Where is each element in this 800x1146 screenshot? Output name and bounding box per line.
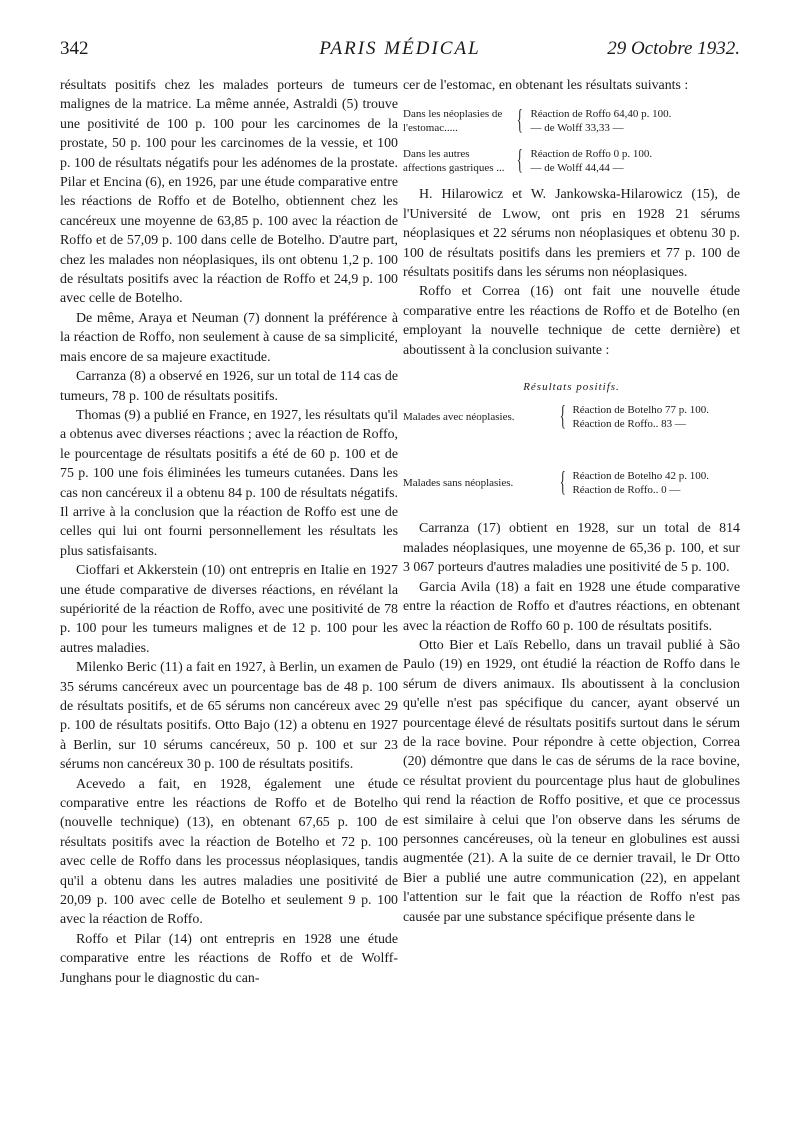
brace-glyph: { [516, 145, 523, 177]
paragraph: Carranza (8) a observé en 1926, sur un total de 114 cas de tumeurs, 78 p. 100 de résultats positifs. [60, 369, 398, 404]
table-value: — de Wolff 33,33 — [530, 122, 624, 135]
left-column [60, 76, 398, 988]
paragraph: Roffo et Correa (16) ont fait une nouvelle étude comparative entre les réactions de Roffo et de Botelho (en employant la nouvelle technique de cette dernière) et aboutissent à la conclusion suivante : [403, 284, 740, 358]
table-value: Réaction de Roffo.. 0 — [572, 484, 681, 497]
page-header [60, 38, 740, 68]
table-title: Résultats positifs. [523, 381, 620, 394]
table-row-label: Dans les néoplasies de l'estomac..... [403, 108, 503, 135]
paragraph: Cioffari et Akkerstein (10) ont entrepris en Italie en 1927 une étude comparative de diverses réactions, en révélant la supériorité de la réaction de Roffo, avec une positivité de 78 p. 100 pour les tumeurs malignes et de 12 p. 100 pour les autres maladies. [60, 563, 398, 656]
paragraph: Otto Bier et Laïs Rebello, dans un travail publié à São Paulo (19) en 1929, ont étudié la réaction de Roffo dans le sérum de divers animaux. Ils aboutissent à la conclusion qu'elle n'est pas spécifique du cancer, ayant observé un pourcentage élevé de résultats positifs surtout dans le sérum de la race bovine. Pour répondre à cette objection, Correa (20) démontre que dans le cas de sérums de la race bovine, ce résultat provient du pourcentage plus haut de globulines qui rend la réaction de Roffo positive, et que ce processus est similaire à celui que l'on observe dans les sérums de personnes cancéreuses, où la teneur en globulines est aussi augmentée (21). A la suite de ce dernier travail, le Dr Otto Bier a publié une autre communication (22), en appelant l'attention sur le fait que la réaction de Roffo n'est pas causée par une substance spécifique présente dans le [403, 637, 740, 925]
paragraph: Carranza (17) obtient en 1928, sur un total de 814 malades néoplasiques, une moyenne de 65,36 p. 100, et sur 3 067 porteurs d'autres maladies une positivité de 5 p. 100. [403, 521, 740, 576]
table-row [403, 403, 740, 431]
paragraph: Milenko Beric (11) a fait en 1927, à Berlin, un examen de 35 sérums cancéreux avec un pourcentage bas de 48 p. 100 de résultats positifs, et de 65 sérums non cancéreux avec 29 p. 100 de résultats positifs. Otto Bajo (12) a obtenu en 1927 à Berlin, sur 10 sérums cancéreux, 50 p. 100 et sur 23 sérums non cancéreux 30 p. 100 de résultats positifs. [60, 660, 398, 773]
paragraph: H. Hilarowicz et W. Jankowska-Hilarowicz (15), de l'Université de Lwow, ont pris en 1928 21 sérums néoplasiques et 22 sérums non néoplasiques et obtenu 30 p. 100 de résultats positifs dans les premiers et 77 p. 100 de résultats positifs dans les sérums non néoplasiques. [403, 187, 740, 281]
table-row-values [572, 403, 709, 431]
table-row-label: Dans les autres affections gastriques ... [403, 148, 505, 175]
paragraph: Garcia Avila (18) a fait en 1928 une étude comparative entre la réaction de Roffo et d'autres réactions, en obtenant avec la réaction de Roffo 60 p. 100 de résultats positifs. [403, 579, 740, 634]
table-value: — de Wolff 44,44 — [530, 162, 624, 175]
table-row-label: Malades avec néoplasies. [403, 411, 515, 424]
brace-glyph: { [559, 401, 566, 433]
results-table-stomach [403, 107, 740, 175]
paragraph: Thomas (9) a publié en France, en 1927, les résultats qu'il a obtenus avec diverses réactions ; avec la réaction de Roffo, le pourcentage de résultats positifs a été de 60 p. 100 et de 75 p. 100 une fois éliminées les tumeurs cutanées. Dans les cas non cancéreux il a obtenu 84 p. 100 de résultats négatifs. Il arrive à la conclusion que la réaction de Roffo est une de celles qui lui ont fourni personnellement les résultats les plus satisfaisants. [60, 407, 398, 559]
paragraph: Roffo et Pilar (14) ont entrepris en 1928 une étude comparative entre les réactions de Roffo et de Wolff-Junghans pour le diagnostic du can- [60, 931, 398, 986]
paragraph: Acevedo a fait, en 1928, également une étude comparative entre les réactions de Roffo et de Botelho (nouvelle technique) (13), en obtenant 67,65 p. 100 de résultats positifs avec la réaction de Botelho et 72 p. 100 avec celle de Roffo dans les processus néoplasiques, tandis qu'il a obtenu dans les autres maladies une positivité de 20,09 p. 100 avec celle de Botelho et seulement 9 p. 100 avec la réaction de Roffo. [60, 776, 398, 928]
table-row-label: Malades sans néoplasies. [403, 477, 514, 490]
paragraph: De même, Araya et Neuman (7) donnent la préférence à la réaction de Roffo, non seulement à cause de sa simplicité, mais encore de sa majeure exactitude. [60, 310, 398, 365]
page-number: 342 [60, 38, 89, 59]
right-column [403, 76, 740, 927]
paragraph: résultats positifs chez les malades porteurs de tumeurs malignes de la matrice. La même année, Astraldi (5) trouve une positivité de 100 p. 100 pour les carcinomes de la prostate, 50 p. 100 pour les carcinomes de la vessie, et 100 p. 100 de résultats négatifs pour les adénomes de la prostate. Pilar et Encina (6), en 1926, par une étude comparative entre les réactions de Roffo et de Botelho, obtiennent chez les cancéreux une moyenne de 63,85 p. 100 avec la réaction de Roffo et de 57,09 p. 100 dans celle de Botelho. D'autre part, chez les malades non néoplasiques, ils ont obtenu 1,2 p. 100 de résultats positifs avec la réaction de Roffo et 24,9 p. 100 avec celle de Botelho. [60, 78, 398, 307]
table-row [403, 469, 740, 497]
paragraph: cer de l'estomac, en obtenant les résultats suivants : [403, 78, 689, 93]
table-row [403, 147, 740, 175]
brace-glyph: { [559, 467, 566, 499]
issue-date: 29 Octobre 1932. [607, 38, 740, 59]
table-row-values [530, 147, 740, 175]
journal-title: PARIS MÉDICAL [319, 38, 481, 59]
table-value: Réaction de Botelho 42 p. 100. [572, 470, 710, 483]
results-table-roffo-correa [403, 378, 740, 497]
table-row [403, 107, 740, 135]
table-row-values [572, 469, 709, 497]
table-value: Réaction de Roffo.. 83 — [572, 418, 686, 431]
table-value: Réaction de Roffo 0 p. 100. [530, 148, 653, 161]
brace-glyph: { [516, 105, 523, 137]
table-row-values [530, 107, 740, 135]
table-value: Réaction de Roffo 64,40 p. 100. [530, 108, 672, 121]
table-value: Réaction de Botelho 77 p. 100. [572, 404, 710, 417]
